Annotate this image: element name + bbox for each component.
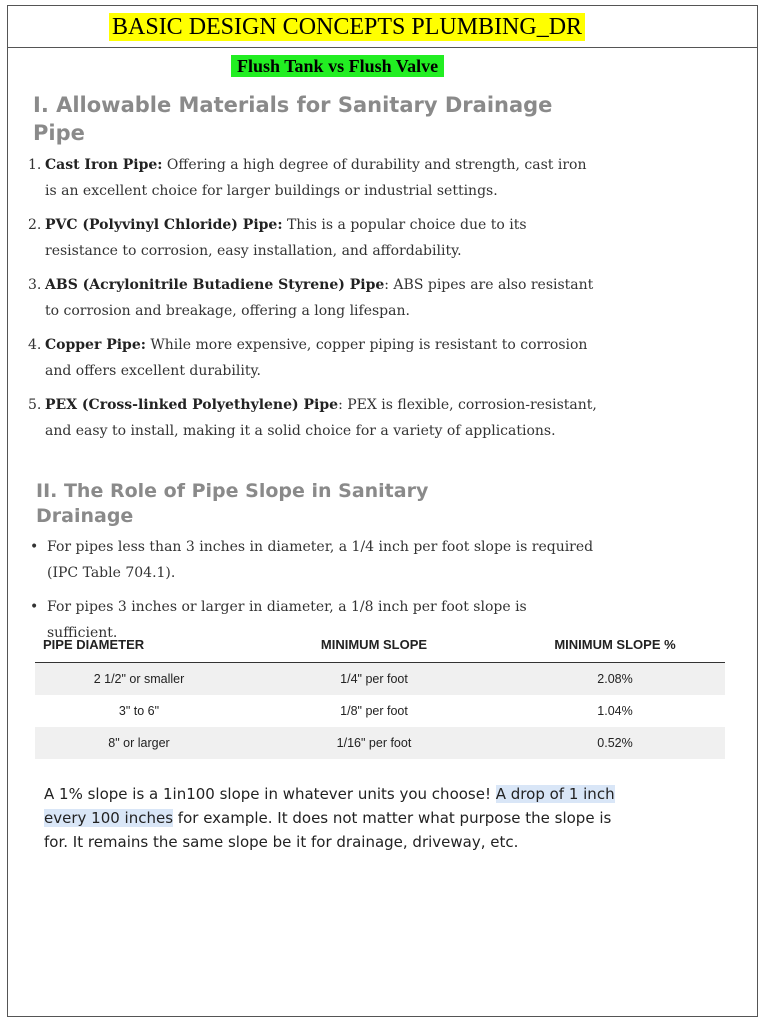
- list-number: 3.: [28, 277, 42, 293]
- list-item: [28, 152, 598, 204]
- list-number: 5.: [28, 397, 42, 413]
- section1-heading: I. Allowable Materials for Sanitary Drainage Pipe: [33, 93, 553, 145]
- materials-list: [28, 152, 598, 452]
- column-header-minimum-slope: MINIMUM SLOPE: [243, 626, 505, 663]
- list-number: 2.: [28, 217, 42, 233]
- material-description: : PEX is flexible, corrosion-resistant, and easy to install, making it a solid choice for a variety of applications.: [45, 397, 597, 439]
- material-term: Copper Pipe:: [45, 337, 146, 353]
- highlighted-text: A drop of 1 inch every 100 inches: [44, 785, 615, 827]
- table-cell: 2 1/2" or smaller: [35, 663, 243, 696]
- column-header-minimum-slope-percent: MINIMUM SLOPE %: [505, 626, 725, 663]
- bullet-icon: •: [30, 599, 39, 615]
- section2-heading: II. The Role of Pipe Slope in Sanitary Drainage: [36, 480, 429, 527]
- material-term: ABS (Acrylonitrile Butadiene Styrene) Pipe: [45, 277, 385, 293]
- list-item: [28, 392, 598, 444]
- document-title: BASIC DESIGN CONCEPTS PLUMBING_DR: [109, 13, 585, 41]
- table-cell: 2.08%: [505, 663, 725, 696]
- list-item: [28, 534, 598, 586]
- note-text: A 1% slope is a 1in100 slope in whatever units you choose!: [44, 785, 496, 803]
- material-term: PVC (Polyvinyl Chloride) Pipe:: [45, 217, 283, 233]
- bullet-icon: •: [30, 539, 39, 555]
- table-cell: 1/16" per foot: [243, 727, 505, 759]
- document-page: [7, 5, 758, 1017]
- list-item: [28, 332, 598, 384]
- table-cell: 8" or larger: [35, 727, 243, 759]
- column-header-pipe-diameter: PIPE DIAMETER: [35, 626, 243, 663]
- table-cell: 0.52%: [505, 727, 725, 759]
- slope-table: [35, 626, 725, 759]
- table-cell: 1/8" per foot: [340, 704, 408, 718]
- slope-explanation: [44, 782, 624, 854]
- document-subtitle: Flush Tank vs Flush Valve: [231, 55, 444, 77]
- material-term: Cast Iron Pipe:: [45, 157, 163, 173]
- table-header-row: [35, 626, 725, 663]
- material-description: Offering a high degree of durability and strength, cast iron is an excellent choice for larger buildings or industrial settings.: [45, 157, 587, 199]
- material-term: PEX (Cross-linked Polyethylene) Pipe: [45, 397, 339, 413]
- material-description: This is a popular choice due to its resistance to corrosion, easy installation, and affordability.: [45, 217, 527, 259]
- bullet-text: For pipes less than 3 inches in diameter, a 1/4 inch per foot slope is required (IPC Table 704.1).: [47, 539, 594, 581]
- note-text: for example. It does not matter what purpose the slope is for. It remains the same slope be it for drainage, driveway, etc.: [44, 809, 612, 851]
- material-description: : ABS pipes are also resistant to corrosion and breakage, offering a long lifespan.: [45, 277, 594, 319]
- table-row: [35, 663, 725, 696]
- material-description: While more expensive, copper piping is resistant to corrosion and offers excellent durability.: [45, 337, 588, 379]
- header-band: [8, 6, 757, 48]
- bullet-text: For pipes 3 inches or larger in diameter, a 1/8 inch per foot slope is sufficient.: [47, 599, 527, 641]
- list-item: [28, 272, 598, 324]
- list-number: 4.: [28, 337, 42, 353]
- list-number: 1.: [28, 157, 42, 173]
- table-cell: 3" to 6": [118, 704, 160, 718]
- table-row: [35, 727, 725, 759]
- list-item: [28, 212, 598, 264]
- table-cell: 1.04%: [597, 704, 633, 718]
- table-row: [35, 695, 725, 727]
- table-cell: 1/4" per foot: [243, 663, 505, 696]
